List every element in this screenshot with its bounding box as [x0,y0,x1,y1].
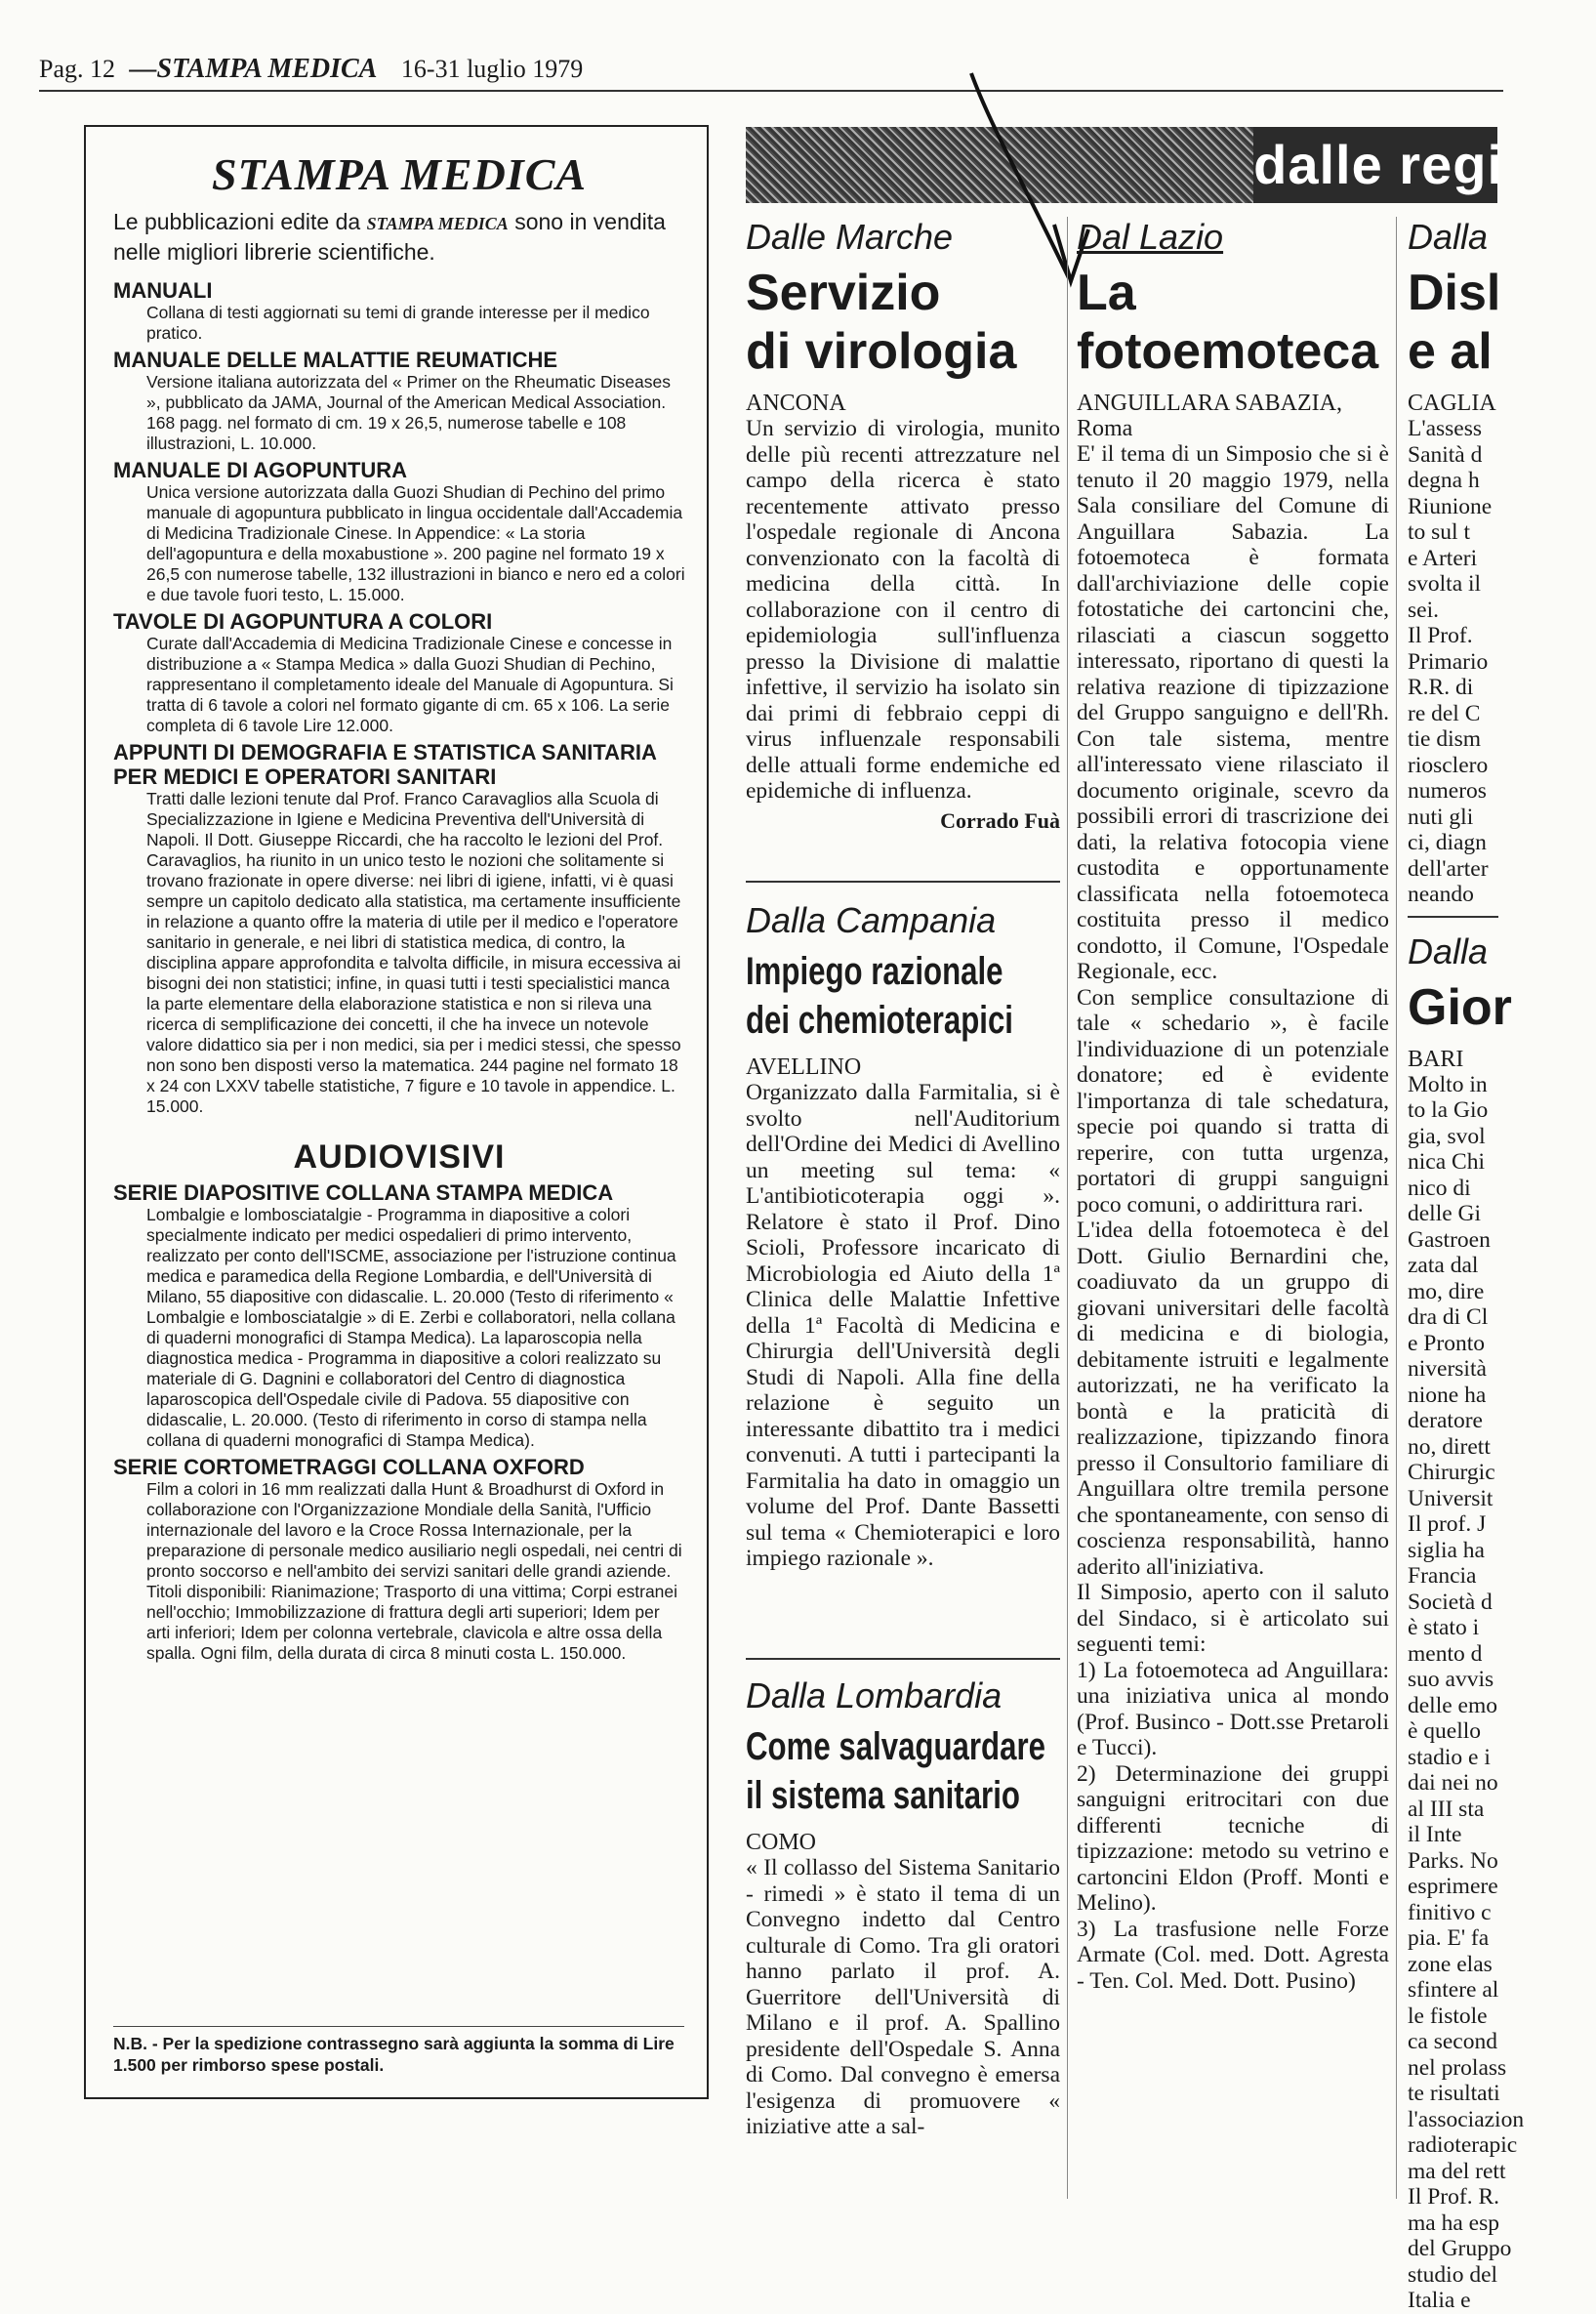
col3-title-3: Gior [1408,978,1512,1036]
col3-line: le fistole [1408,2003,1488,2029]
audio-section-body: Lombalgie e lombosciatalgie - Programma in diapositive a colori specialmente indicato per medici ospedalieri di primo intervento, realizzato per conto dell'ISCME, associazione per l'istruzione continua medica e paramedica della Regione Lombardia, e dell'Università di Milano, 55 diapositive con didascalie. L. 20.000 (Testo di riferimento « Lombalgie e lombosciatalgie » di E. Zerbi e collaboratori, nella collana di quaderni monografici di Stampa Medica). La laparoscopia nella diagnostica medica - Programma in diapositive a colori realizzato su materiale di G. Dagnini e collaboratori del Centro di diagnostica laparoscopica dell'Ospedale civile di Padova. 55 diapositive con didascalie, L. 20.000. (Testo di riferimento in corso di stampa nella collana di quaderni monografici di Stampa Medica). [146,1205,676,1450]
lazio-body-7: 3) La trasfusione nelle Forze Armate (Col. med. Dott. Agresta - Ten. Col. Med. Dott. Pusino) [1077,1916,1389,1994]
lazio-body-3: L'idea della fotoemoteca è del Dott. Giulio Bernardini che, coadiuvato da un gruppo di giovani universitari delle facoltà di medicina e di biologia, debitamente istruiti e legalmente autorizzati, ne ha verificato la bontà e la praticità di realizzazione, tipizzando finora presso il Consultorio familiare di Anguillara oltre tremila persone che spontaneamente, con senso di coscienza responsabilità, hanno aderito all'iniziativa. [1077,1218,1389,1580]
col3-line: ci, diagn [1408,830,1487,855]
col3-line: ca second [1408,2029,1497,2054]
ad-section-body: Collana di testi aggiornati su temi di grande interesse per il medico pratico. [146,303,650,343]
ad-intro [113,208,685,267]
masthead: —STAMPA MEDICA [129,54,378,84]
col3-line: niversità [1408,1356,1487,1382]
col3-line: delle Gi [1408,1201,1482,1226]
advertisement-box [84,125,709,2099]
col3-title-2: e al [1408,323,1493,380]
article-2-title-1: Impiego razionale [746,950,1003,993]
col3-line: Il Prof. [1408,623,1473,648]
ad-section-heading: TAVOLE DI AGOPUNTURA A COLORI [113,609,493,634]
ad-section-body: Curate dall'Accademia di Medicina Tradizionale Cinese e concesse in distribuzione a « Stampa Medica » dalla Guozi Shudian di Pechino, rappresentano il completamento ideale del Manuale di Agopuntura. Si tratta di 6 tavole a colori nel formato gigante di cm. 65 x 106. La serie completa di 6 tavole Lire 12.000. [146,634,674,735]
col3-line: al III sta [1408,1796,1485,1822]
nb-note: N.B. - Per la spedizione contrassegno sarà aggiunta la somma di Lire 1.500 per rimborso spese postali. [113,2034,675,2075]
article-2-region: Dalla Campania [746,900,997,940]
col3-line: esprimere [1408,1874,1498,1899]
ad-section-body: Tratti dalle lezioni tenute dal Prof. Franco Caravaglios alla Scuola di Specializzazione in Igiene e Medicina Preventiva dell'Università di Napoli. Il Dott. Giuseppe Riccardi, che ha raccolto le lezioni del Prof. Caravaglios, ha riunito in un unico testo le nozioni che solitamente si trovano frazionate in opere diverse: nei libri di igiene, infatti, vi è quasi sempre un capitolo dedicato alla statistica, ma certamente insufficiente in relazione a quanto offre la materia di utile per il medico e l'operatore sanitario in generale, e nei libri di statistica medica, di contro, la disciplina appare approfondita e talvolta difficile, in misura eccessiva ai bisogni dei non statistici; infine, in quasi tutti i testi specialistici manca la parte elementare della elaborazione statistica e non si rileva una ricerca di semplificazione dei concetti, il che ha invece un notevole valore didattico sia per i non medici, sia per i medici stessi, che spesso non sono ben disposti verso la matematica. 244 pagine nel formato 18 x 24 con LXXV tabelle statistiche, 7 figure e 10 tavole in appendice. L. 15.000. [146,789,681,1116]
issue-date: 16-31 luglio 1979 [400,55,584,83]
col3-line: Il Prof. R. [1408,2184,1499,2210]
page-number: Pag. 12 [39,55,115,83]
col3-line: Società d [1408,1589,1493,1615]
article-3-title-2: il sistema sanitario [746,1774,1020,1817]
col3-line: re del C [1408,700,1481,726]
article-2-title-2: dei chemioterapici [746,999,1013,1042]
col3-line: e Pronto [1408,1330,1485,1356]
ad-section-heading: APPUNTI DI DEMOGRAFIA E STATISTICA SANITARIA PER MEDICI E OPERATORI SANITARI [113,740,657,789]
col3-line: sfintere al [1408,1977,1499,2003]
col3-line: dai nei no [1408,1770,1498,1796]
column-1 [746,217,1060,834]
ad-sections [113,278,685,1117]
col3-line: mento d [1408,1640,1483,1667]
col3-title-1: Disl [1408,265,1501,321]
article-2-body: Organizzato dalla Farmitalia, si è svolto nell'Auditorium dell'Ordine dei Medici di Avellino un meeting sul tema: « L'antibioticoterapia oggi ». Relatore è stato il Prof. Dino Scioli, Professore incaricato di Microbiologia ed Aiuto della 1ª Clinica delle Malattie Infettive della 1ª Facoltà di Medicina e Chirurgia dell'Università degli Studi di Napoli. Alla fine della relazione è seguito un interessante dibattito tra i medici convenuti. A tutti i partecipanti la Farmitalia ha dato in omaggio un volume del Prof. Dante Bassetti sul tema « Chemioterapici e loro impiego razionale ». [746,1080,1060,1571]
col3-lines [1408,416,1498,908]
col3-region-2: Dalla [1408,930,1489,971]
col3-line: ma del rett [1408,2158,1506,2184]
article-1-body: Un servizio di virologia, munito delle più recenti attrezzature nel campo della ricerca è stato recentemente attivato presso l'ospedale regionale di Ancona convenzionato con la facoltà di medicina della città. In collaborazione con il centro di epidemiologia sull'influenza presso la Divisione di malattie infettive, il servizio ha isolato sin dai primi di febbraio ceppi di virus influenzale responsabili delle attuali forme endemiche ed epidemiche di influenza. [746,416,1060,804]
regions-banner [746,127,1503,203]
col3-line: l'associazion [1408,2106,1525,2132]
col3-line: te risultati [1408,2081,1500,2106]
col3-region: Dalla [1408,217,1489,257]
col3-line: del Gruppo [1408,2236,1512,2261]
article-3-body: « Il collasso del Sistema Sanitario - rimedi » è stato il tema di un Convegno indetto dal Centro culturale di Como. Tra gli oratori hanno parlato il prof. A. Guerritore dell'Università di Milano e il prof. A. Spallino presidente dell'Ospedale S. Anna di Como. Dal convegno è emersa l'esigenza di promuovere « iniziative atte a sal- [746,1855,1060,2139]
col3-line: Parks. No [1408,1847,1498,1874]
col3-line: dell'arter [1408,855,1489,882]
col3-line: Riunione [1408,493,1493,519]
col3-line: gia, svol [1408,1123,1486,1149]
col3-line: ma ha esp [1408,2210,1499,2236]
article-3-region: Dalla Lombardia [746,1675,1003,1715]
col3-line: suo avvis [1408,1667,1494,1692]
col3-line: Italia e [1408,2288,1471,2313]
lazio-body: E' il tema di un Simposio che si è tenuto il 20 maggio 1979, nella Sala consiliare del Comune di Anguillara Sabazia. La fotoemoteca è formata dall'archiviazione delle copie fotostatiche dei cartoncini che, rilasciati a ciascun soggetto interessato, riportano di questi la relativa reazione di tipizzazione del Gruppo sanguigno e dell'Rh. Con tale sistema, mentre all'interessato viene rilasciato il documento originale, scevro da possibili errori di trascrizione dei dati, la relativa fotocopia viene custodita e opportunamente classificata nella fotoemoteca costituita presso il medico condotto, il Comune, l'Ospedale Regionale, ecc. [1077,441,1389,984]
article-3-title-1: Come salvaguardare [746,1725,1045,1768]
col3-rule [1408,916,1498,918]
col3-line: nico di [1408,1175,1471,1201]
lazio-body-2: Con semplice consultazione di tale « schedario », è facile l'individuazione di un potenziale donatore; ed è evidente l'importanza di tale schedatura, specie poi quando si tratta di reperire, con tutta urgenza, portatori di gruppi sanguigni poco comuni, o addirittura rari. [1077,984,1389,1218]
banner-text: dalle regi [1253,134,1503,195]
col3-lines-2 [1408,1071,1525,2314]
col3-line: R.R. di [1408,675,1474,700]
col3-line: neando [1408,882,1474,907]
article-3-place: COMO [746,1830,817,1855]
col3-line: nica Chi [1408,1149,1485,1175]
ad-section-heading: MANUALE DI AGOPUNTURA [113,458,408,482]
column-1-rule-1 [746,881,1060,883]
col3-line: nel prolass [1408,2054,1507,2081]
lazio-title-2: fotoemoteca [1077,323,1379,380]
lazio-body-6: 2) Determinazione dei gruppi sanguigni eritrocitari con due differenti tecniche di tipizzazione: metodo su vetrino e cartoncini Eldon (Proff. Monti e Melino). [1077,1760,1389,1916]
col3-line: Il prof. J [1408,1511,1487,1537]
col3-line: zone elas [1408,1951,1493,1977]
page-header [39,54,583,85]
article-2-place: AVELLINO [746,1054,862,1080]
col3-line: siglia ha [1408,1537,1485,1563]
col3-line: numeros [1408,778,1487,804]
ad-section-heading: MANUALI [113,278,213,303]
col3-line: il Inte [1408,1822,1462,1847]
ad-audio-sections [113,1180,685,1664]
col3-line: nuti gli [1408,804,1474,830]
article-1-signature: Corrado Fuà [940,807,1060,833]
col3-line: L'assess [1408,416,1483,441]
col3-line: Gastroen [1408,1226,1491,1253]
col3-line: Chirurgic [1408,1460,1495,1485]
ad-intro-start: Le pubblicazioni edite da [113,209,361,234]
column-3 [1408,217,1525,2314]
article-1-place: ANCONA [746,391,846,416]
col3-line: degna h [1408,468,1480,493]
ad-section-body: Unica versione autorizzata dalla Guozi Shudian di Pechino del primo manuale di agopuntura pubblicato in lingua occidentale dall'Accademia di Medicina Tradizionale Cinese. In Appendice: « La storia dell'agopuntura e della moxabustione ». 200 pagine nel formato 19 x 26,5 con numerose tabelle, 132 illustrazioni in bianco e nero ed a colori e due tavole fuori testo, L. 15.000. [146,482,685,604]
col3-line: finitivo c [1408,1899,1492,1925]
audio-section-heading: SERIE DIAPOSITIVE COLLANA STAMPA MEDICA [113,1180,614,1205]
col3-line: è quello [1408,1718,1482,1744]
col3-line: to sul t [1408,519,1470,545]
col3-line: e Arteri [1408,545,1478,571]
col3-line: no, dirett [1408,1433,1491,1460]
lazio-region: Dal Lazio [1077,217,1224,257]
col3-line: stadio e i [1408,1744,1491,1770]
col3-line: pia. E' fa [1408,1925,1490,1951]
article-1-title-1: Servizio [746,265,941,321]
lazio-body-4: Il Simposio, aperto con il saluto del Sindaco, si è articolato sui seguenti temi: [1077,1580,1389,1657]
col3-place-2: BARI [1408,1046,1464,1072]
col3-line: svolta il [1408,571,1482,597]
col3-line: zata dal [1408,1253,1479,1278]
column-1-article-2 [746,900,1060,1572]
article-1-region: Dalle Marche [746,217,954,257]
col3-line: Sanità d [1408,441,1483,468]
col3-line: è stato i [1408,1615,1480,1640]
col3-line: Francia [1408,1563,1477,1589]
col3-line: dra di Cl [1408,1304,1489,1330]
audiovisivi-title: AUDIOVISIVI [293,1138,506,1176]
col3-place: CAGLIA [1408,391,1496,416]
ad-intro-end: sono in vendita nelle migliori librerie scientifiche. [113,209,666,265]
col3-line: mo, dire [1408,1278,1485,1304]
ad-title: STAMPA MEDICA [211,149,588,199]
col3-line: to la Gio [1408,1097,1489,1123]
ad-section-heading: MANUALE DELLE MALATTIE REUMATICHE [113,348,558,372]
col3-line: deratore [1408,1408,1483,1433]
column-1-rule-2 [746,1658,1060,1660]
audio-section-heading: SERIE CORTOMETRAGGI COLLANA OXFORD [113,1455,585,1479]
col3-line: sei. [1408,597,1439,623]
lazio-place: ANGUILLARA SABAZIA, Roma [1077,391,1342,441]
article-1-title-2: di virologia [746,323,1017,380]
col3-line: Primario [1408,648,1489,675]
lazio-title-1: La [1077,265,1136,321]
lazio-body-5: 1) La fotoemoteca ad Anguillara: una iniziativa unica al mondo (Prof. Businco - Dott.sse Pretaroli e Tucci). [1077,1657,1389,1760]
col3-line: studio del [1408,2261,1498,2288]
nb-rule [113,2026,684,2027]
column-divider-1 [1067,217,1068,2199]
col3-line: radioterapic [1408,2132,1518,2158]
ad-intro-brand: STAMPA MEDICA [366,214,509,233]
audio-section-body: Film a colori in 16 mm realizzati dalla Hunt & Broadhurst di Oxford in collaborazione con l'Organizzazione Mondiale della Sanità, l'Ufficio internazionale del lavoro e la Croce Rossa Internazionale, per la preparazione di personale medico ausiliario negli ospedali, nei centri di pronto soccorso e nell'ambito dei servizi sanitari delle grandi aziende. Titoli disponibili: Rianimazione; Trasporto di una vittima; Corpi estranei nell'occhio; Immobilizzazione di frattura degli arti superiori; Idem per arti inferiori; Idem per colonna vertebrale, clavicola e altre ossa della spalla. Ogni film, della durata di circa 8 minuti costa L. 150.000. [146,1479,682,1663]
ad-section-body: Versione italiana autorizzata del « Primer on the Rheumatic Diseases », pubblicato da JAMA, Journal of the American Medical Association. 168 pagg. nel formato di cm. 19 x 26,5, numerose tabelle e 108 illustrazioni, L. 10.000. [146,372,671,453]
column-2 [1077,217,1389,1994]
col3-line: nione ha [1408,1382,1487,1408]
col3-line: riosclero [1408,752,1489,778]
col3-line: Universit [1408,1485,1494,1511]
col3-line: delle emo [1408,1692,1498,1718]
header-rule [39,90,1503,92]
col3-line: Molto in [1408,1071,1488,1097]
column-1-article-3 [746,1675,1060,2140]
column-divider-2 [1396,217,1397,2199]
col3-line: tie dism [1408,726,1482,752]
